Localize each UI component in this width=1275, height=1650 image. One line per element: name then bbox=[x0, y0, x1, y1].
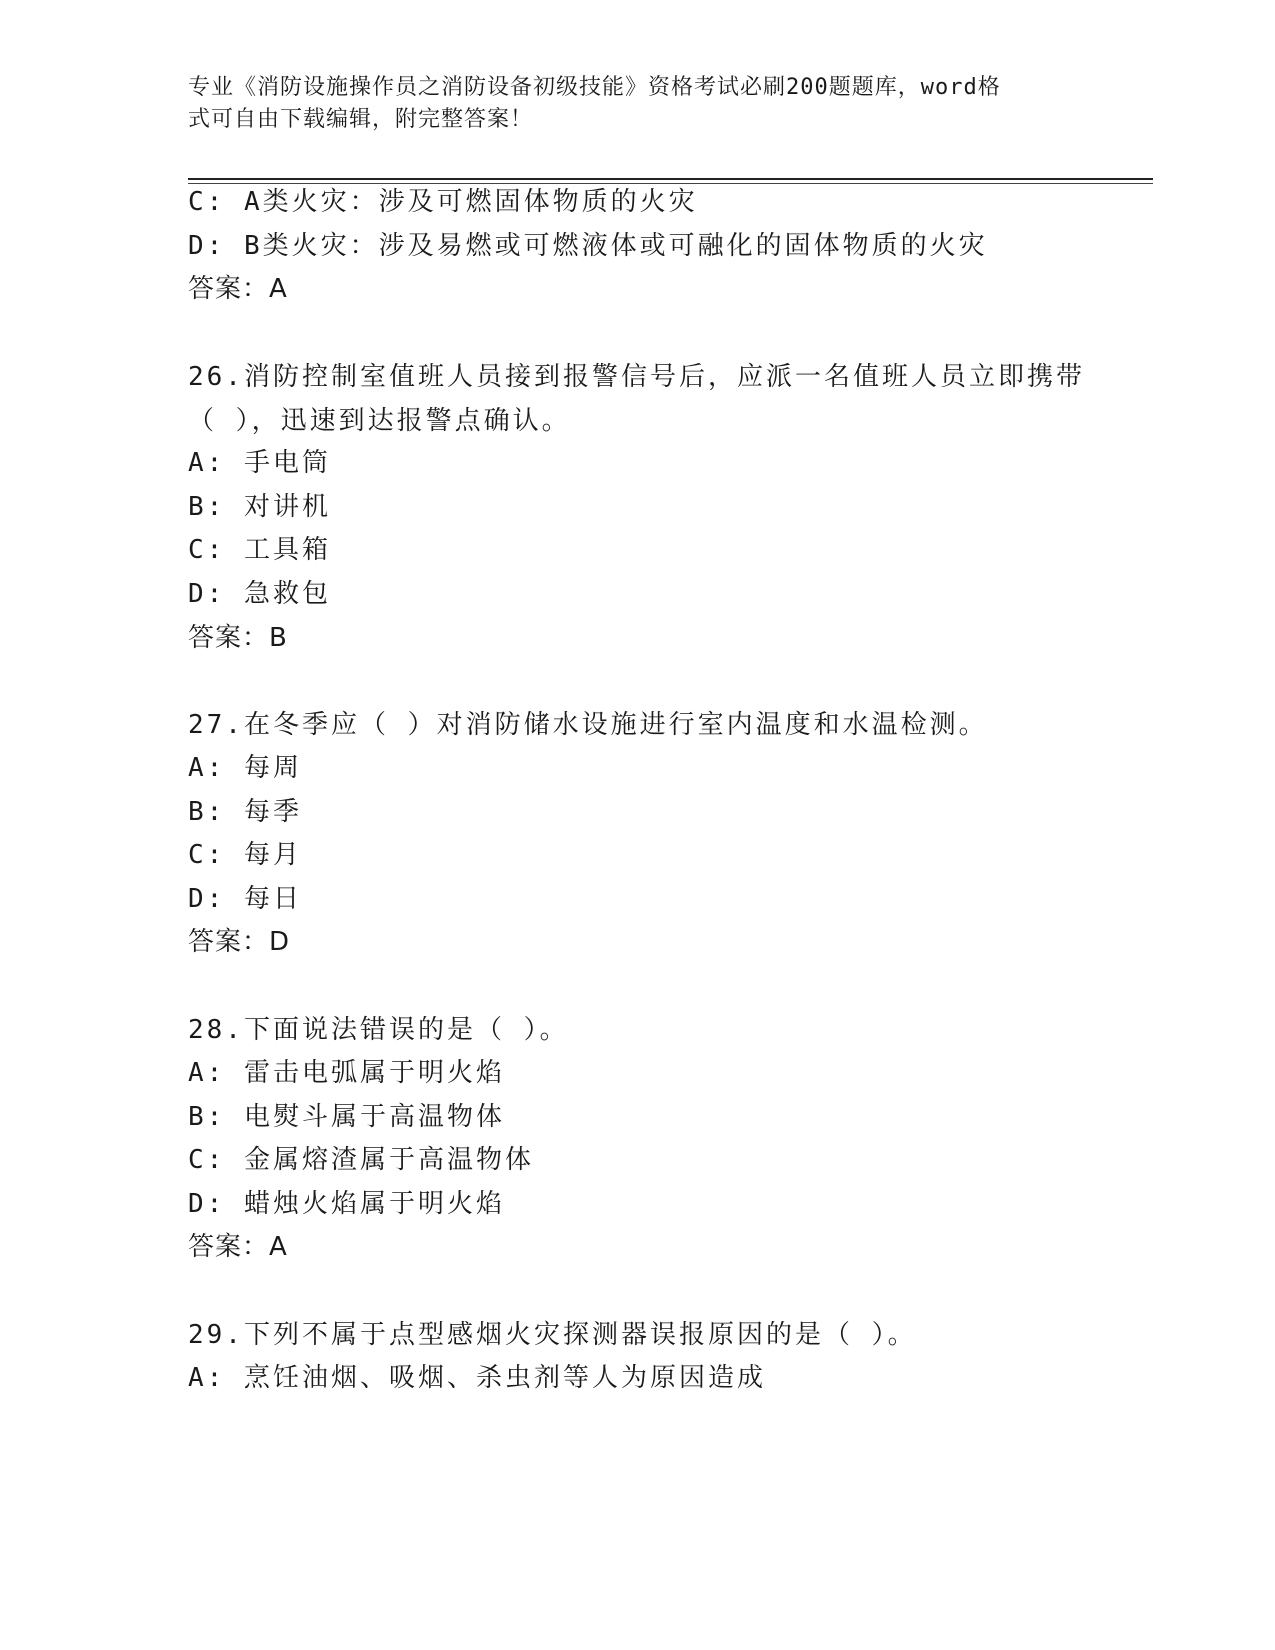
q28-answer: 答案：A bbox=[188, 1232, 288, 1262]
q27-answer: 答案：D bbox=[188, 927, 291, 957]
q29-stem: 29.下列不属于点型感烟火灾探测器误报原因的是（ ）。 bbox=[188, 1320, 917, 1350]
q29-option-a: A: 烹饪油烟、吸烟、杀虫剂等人为原因造成 bbox=[188, 1363, 766, 1393]
q28-option-b: B: 电熨斗属于高温物体 bbox=[188, 1102, 505, 1132]
q28-stem: 28.下面说法错误的是（ ）。 bbox=[188, 1015, 569, 1045]
q26-option-d: D: 急救包 bbox=[188, 579, 331, 609]
q28-option-d: D: 蜡烛火焰属于明火焰 bbox=[188, 1189, 505, 1219]
q28-option-c: C: 金属熔渣属于高温物体 bbox=[188, 1145, 534, 1175]
q26-stem-line-1: 26.消防控制室值班人员接到报警信号后，应派一名值班人员立即携带 bbox=[188, 362, 1085, 392]
q27-option-b: B: 每季 bbox=[188, 797, 302, 827]
q27-option-a: A: 每周 bbox=[188, 753, 302, 783]
q26-stem-line-2: （ ），迅速到达报警点确认。 bbox=[188, 406, 571, 436]
q27-stem: 27.在冬季应（ ）对消防储水设施进行室内温度和水温检测。 bbox=[188, 710, 988, 740]
q27-option-c: C: 每月 bbox=[188, 840, 302, 870]
document-header bbox=[188, 72, 1068, 136]
q26-option-a: A: 手电筒 bbox=[188, 448, 331, 478]
q27-option-d: D: 每日 bbox=[188, 884, 302, 914]
header-divider-thin bbox=[188, 183, 1153, 184]
q26-option-c: C: 工具箱 bbox=[188, 535, 331, 565]
header-divider-thick bbox=[188, 178, 1153, 180]
q25-option-d: D: B类火灾：涉及易燃或可燃液体或可融化的固体物质的火灾 bbox=[188, 231, 988, 261]
q28-option-a: A: 雷击电弧属于明火焰 bbox=[188, 1058, 505, 1088]
header-line-1: 专业《消防设施操作员之消防设备初级技能》资格考试必刷200题题库，word格 bbox=[188, 75, 1001, 100]
header-line-2: 式可自由下载编辑，附完整答案！ bbox=[188, 107, 534, 132]
q26-option-b: B: 对讲机 bbox=[188, 492, 331, 522]
q25-answer: 答案：A bbox=[188, 274, 288, 304]
q25-option-c: C: A类火灾：涉及可燃固体物质的火灾 bbox=[188, 187, 698, 217]
q26-answer: 答案：B bbox=[188, 623, 288, 653]
